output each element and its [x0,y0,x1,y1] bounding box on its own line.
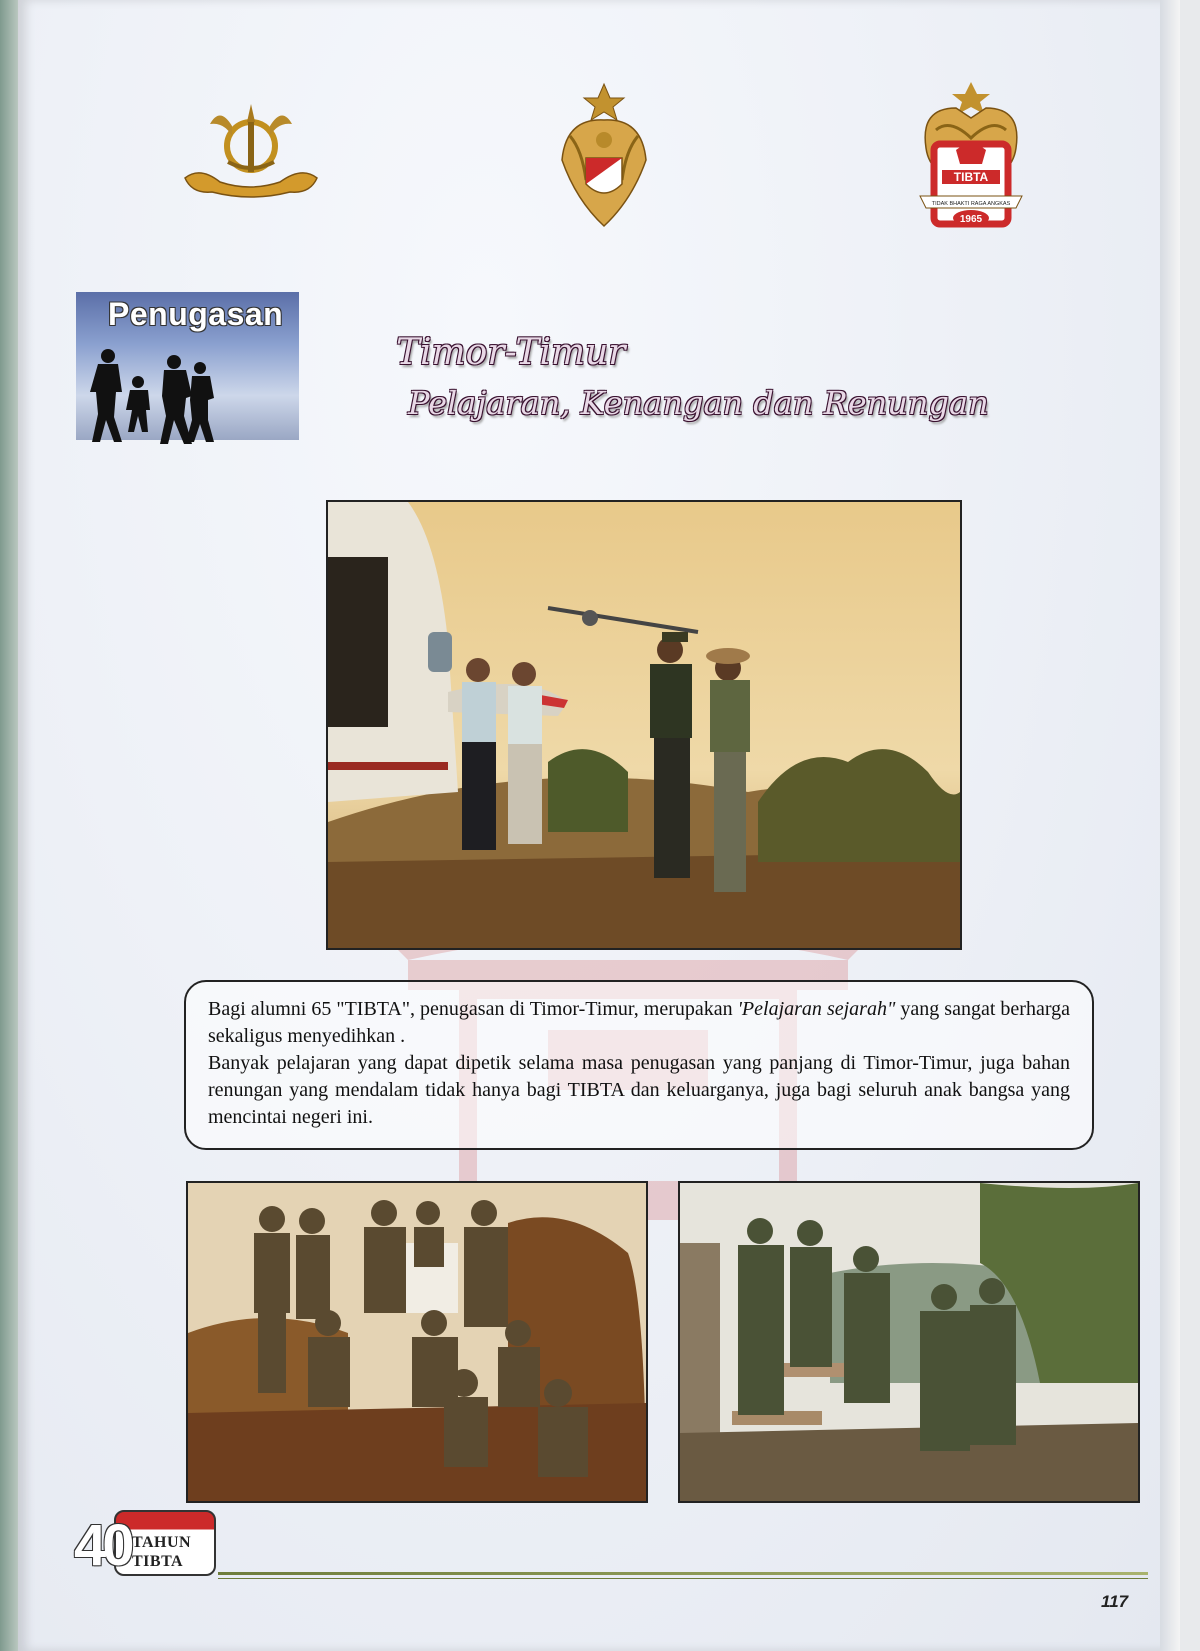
army-emblem-icon [556,80,652,230]
page-edge [1160,0,1180,1651]
page [18,0,1180,1651]
paragraph-1: Bagi alumni 65 "TIBTA", penugasan di Timor-Timur, merupakan 'Pelajaran sejarah" yang sangat berharga sekaligus menyedihkan . [208,998,1071,1047]
book-spine [0,0,18,1651]
page-subtitle: Pelajaran, Kenangan dan Renungan [408,384,989,422]
anniversary-number: 40 [74,1513,131,1578]
svg-text:TIDAK BHAKTI RAGA ANGKAS: TIDAK BHAKTI RAGA ANGKAS [931,201,1011,207]
footer-rule [218,1572,1148,1575]
officers-seated-photo [678,1181,1140,1503]
tibta-emblem-icon [916,78,1026,238]
page-title: Timor-Timur [396,332,626,373]
page-number: 117 [1101,1592,1129,1611]
section-label: Penugasan [108,296,284,332]
anniversary-line-2: TIBTA [132,1553,184,1570]
section-badge [76,292,299,440]
navy-emblem-icon [180,96,322,206]
anniversary-line-1: TAHUN [132,1534,192,1551]
soldiers-group-photo [186,1181,648,1503]
svg-text:TIBTA: TIBTA [953,170,989,184]
paragraph-2: Banyak pelajaran yang dapat dipetik selama masa penugasan yang panjang di Timor-Timur, juga bahan renungan yang mendalam tidak hanya bagi TIBTA dan keluarganya, juga bagi seluruh anak bangsa yang mencintai negeri ini. [208,1052,1070,1128]
helicopter-landing-photo [326,500,962,950]
footer-rule-thin [218,1578,1148,1579]
anniversary-logo [74,1510,214,1580]
body-text-box [184,980,1094,1150]
svg-text:1965: 1965 [959,214,983,225]
